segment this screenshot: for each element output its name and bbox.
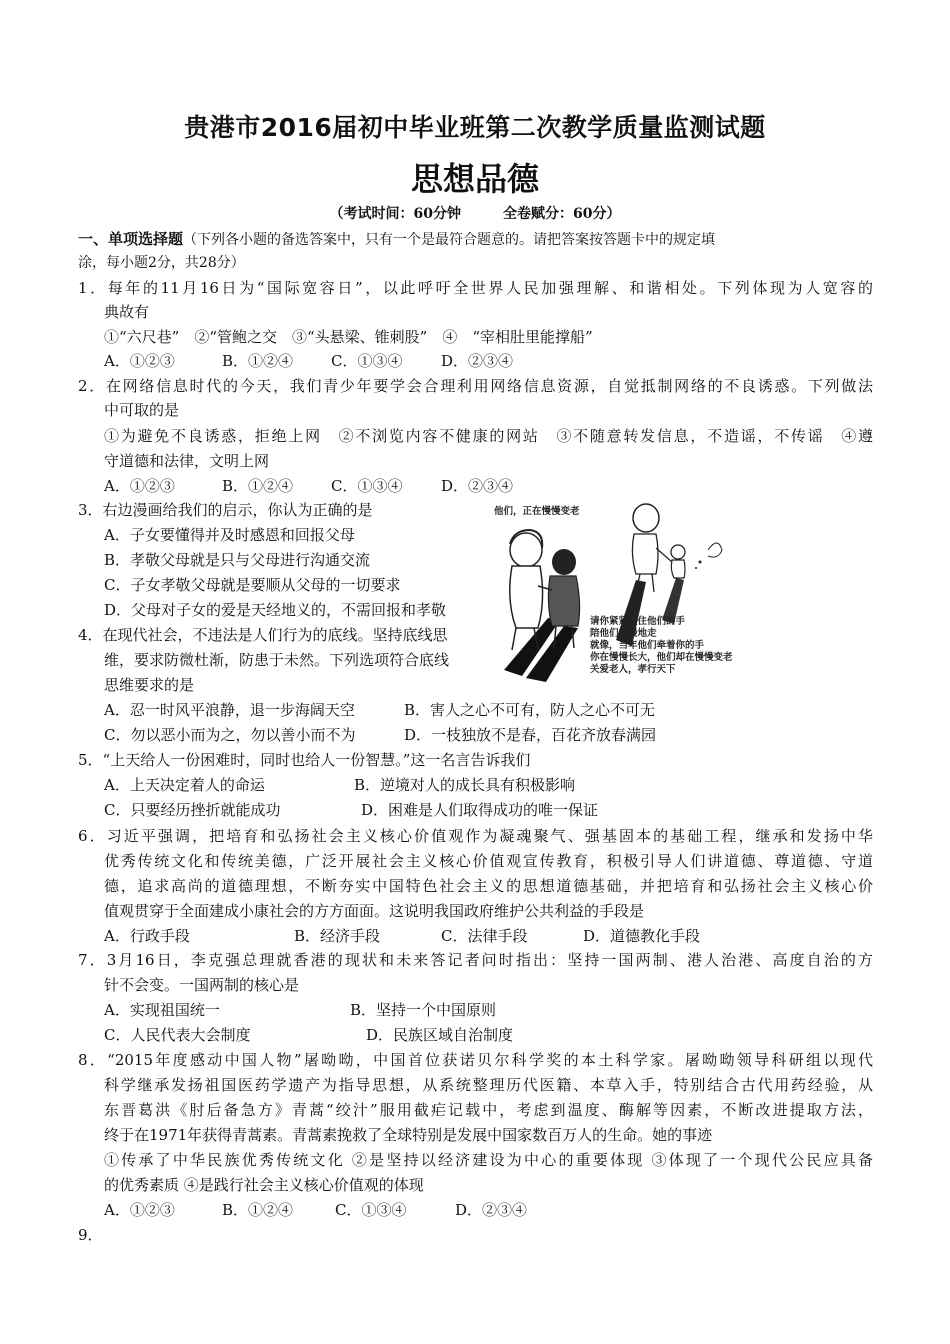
question-6-option-d: D．道德教化手段	[583, 927, 701, 945]
question-1-stem-cont: 典故有	[104, 303, 150, 321]
child-adult-head	[552, 549, 576, 575]
child-adult-body	[548, 576, 579, 626]
parent-head	[633, 504, 659, 532]
question-6-stem-cont-2: 德，追求高尚的道德理想，不断夯实中国特色社会主义的思想道德基础，并把培育和弘扬社会主义核心价	[104, 877, 873, 895]
question-6-option-b: B．经济手段	[294, 927, 381, 945]
exam-title: 贵港市2016届初中毕业班第二次教学质量监测试题	[184, 113, 766, 142]
bubble-dot-2	[695, 567, 697, 569]
exam-info: （考试时间：60分钟 全卷赋分：60分）	[329, 206, 621, 222]
parent-body	[632, 534, 658, 574]
question-9-stem: 9．	[78, 1226, 103, 1244]
cartoon-caption-2: 陪他们慢慢地走	[590, 628, 657, 639]
question-3-option-d: D．父母对子女的爱是天经地义的，不需回报和孝敬	[104, 601, 447, 619]
question-8-stem-cont-3: 终于在1971年获得青蒿素。青蒿素挽救了全球特别是发展中国家数百万人的生命。她的事迹	[104, 1126, 713, 1144]
cartoon-caption-4: 你在慢慢长大，他们却在慢慢变老	[590, 652, 733, 663]
question-5-option-b: B．逆境对人的成长具有积极影响	[354, 776, 576, 794]
question-4-option-d: D．一枝独放不是春，百花齐放春满园	[404, 726, 657, 744]
cartoon-caption-5: 关爱老人，孝行天下	[590, 664, 676, 675]
cartoon-caption-3: 就像，当年他们牵着你的手	[590, 640, 705, 651]
subject-title: 思想品德	[410, 160, 539, 198]
question-8-option-a: A．①②③	[104, 1201, 175, 1219]
question-6-stem-cont-1: 优秀传统文化和传统美德，广泛开展社会主义核心价值观宣传教育，积极引导人们讲道德、尊道德、守道	[104, 852, 873, 870]
question-6-stem-cont-3: 值观贯穿于全面建成小康社会的方方面面。这说明我国政府维护公共利益的手段是	[104, 902, 645, 920]
question-4-option-b: B．害人之心不可有，防人之心不可无	[404, 701, 656, 719]
section-instruction-line	[78, 229, 715, 250]
question-8-option-b: B．①②④	[222, 1201, 294, 1219]
elder-leg-left	[512, 628, 516, 650]
question-1-stem: 1．每年的11月16日为“国际宽容日”，以此呼吁全世界人民加强理解、和谐相处。下列体现为人宽容的	[78, 279, 873, 297]
question-5-option-c: C．只要经历挫折就能成功	[104, 801, 281, 819]
section-heading: 一、单项选择题	[78, 230, 184, 248]
question-6-stem: 6．习近平强调，把培育和弘扬社会主义核心价值观作为凝魂聚气、强基固本的基础工程，继承和发扬中华	[78, 827, 873, 845]
elder-body	[510, 566, 543, 628]
question-3-option-b: B．孝敬父母就是只与父母进行沟通交流	[104, 551, 371, 569]
question-5-stem: 5．“上天给人一份困难时，同时也给人一份智慧。”这一名言告诉我们	[78, 751, 531, 769]
question-4-option-a: A．忍一时风平浪静，退一步海阔天空	[104, 701, 355, 719]
question-8-option-d: D．②③④	[455, 1201, 528, 1219]
question-8-items-cont: 的优秀素质 ④是践行社会主义核心价值观的体现	[104, 1176, 424, 1194]
section-instruction-cont: 涂，每小题2分，共28分）	[78, 255, 245, 271]
question-7-stem-cont: 针不会变。一国两制的核心是	[104, 976, 300, 994]
question-3-stem: 3．右边漫画给我们的启示，你认为正确的是	[78, 501, 373, 519]
question-1-option-a: A．①②③	[104, 352, 175, 370]
question-4-stem-cont-2: 思维要求的是	[104, 676, 195, 694]
elder-head	[510, 533, 542, 567]
question-2-option-b: B．①②④	[222, 477, 294, 495]
speech-bubble	[708, 543, 722, 557]
question-7-option-d: D．民族区域自治制度	[366, 1026, 514, 1044]
small-child-head	[671, 545, 685, 559]
cartoon-top-caption: 他们，正在慢慢变老	[494, 506, 580, 517]
cartoon-caption-1: 请你紧紧握住他们的手	[590, 616, 686, 627]
question-2-stem-cont: 中可取的是	[104, 401, 180, 419]
question-2-items-cont: 守道德和法律，文明上网	[104, 452, 270, 470]
bubble-dot-1	[699, 561, 702, 564]
question-6-option-c: C．法律手段	[441, 927, 528, 945]
question-7-option-c: C．人民代表大会制度	[104, 1026, 251, 1044]
question-2-option-a: A．①②③	[104, 477, 175, 495]
small-child-body	[671, 560, 685, 578]
question-6-option-a: A．行政手段	[104, 927, 190, 945]
question-7-option-a: A．实现祖国统一	[104, 1001, 220, 1019]
question-8-option-c: C．①③④	[335, 1201, 407, 1219]
question-8-stem-cont-1: 科学继承发扬祖国医药学遗产为指导思想，从系统整理历代医籍、本草入手，特别结合古代用药经验，从	[104, 1076, 873, 1094]
question-1-option-c: C．①③④	[331, 352, 403, 370]
question-8-items: ①传承了中华民族优秀传统文化 ②是坚持以经济建设为中心的重要体现 ③体现了一个现代公民应具备	[104, 1151, 873, 1169]
question-2-option-d: D．②③④	[441, 477, 514, 495]
question-4-stem-cont-1: 维，要求防微杜渐，防患于未然。下列选项符合底线	[104, 651, 450, 669]
question-2-stem: 2．在网络信息时代的今天，我们青少年要学会合理利用网络信息资源，自觉抵制网络的不良诱惑。下列做法	[78, 377, 873, 395]
question-4-stem: 4．在现代社会，不违法是人们行为的底线。坚持底线思	[78, 626, 448, 644]
question-5-option-a: A．上天决定着人的命运	[104, 776, 265, 794]
question-1-option-b: B．①②④	[222, 352, 294, 370]
question-2-option-c: C．①③④	[331, 477, 403, 495]
question-1-option-d: D．②③④	[441, 352, 514, 370]
section-instruction: （下列各小题的备选答案中，只有一个是最符合题意的。请把答案按答题卡中的规定填	[183, 232, 716, 248]
question-8-stem: 8．“2015年度感动中国人物”屠呦呦，中国首位获诺贝尔科学奖的本土科学家。屠呦呦领导科研组以现代	[78, 1051, 873, 1069]
question-3-option-c: C．子女孝敬父母就是要顺从父母的一切要求	[104, 576, 401, 594]
question-7-stem: 7．3月16日，李克强总理就香港的现状和未来答记者问时指出：坚持一国两制、港人治港、高度自治的方	[78, 951, 873, 969]
question-3-option-a: A．子女要懂得并及时感恩和回报父母	[104, 526, 355, 544]
cartoon-illustration	[486, 500, 776, 682]
question-2-items: ①为避免不良诱惑，拒绝上网 ②不浏览内容不健康的网站 ③不随意转发信息，不造谣，不传谣 ④遵	[104, 427, 873, 445]
question-1-items: ①“六尺巷” ②“管鲍之交 ③“头悬梁、锥刺股” ④ “宰相肚里能撑船”	[104, 328, 593, 346]
question-4-option-c: C．勿以恶小而为之，勿以善小而不为	[104, 726, 356, 744]
question-8-stem-cont-2: 东晋葛洪《肘后备急方》青蒿“绞汁”服用截疟记载中，考虑到温度、酶解等因素，不断改进提取方法，	[104, 1101, 873, 1119]
question-5-option-d: D．困难是人们取得成功的唯一保证	[361, 801, 599, 819]
parent-leg-right	[652, 574, 654, 592]
question-7-option-b: B．坚持一个中国原则	[350, 1001, 497, 1019]
